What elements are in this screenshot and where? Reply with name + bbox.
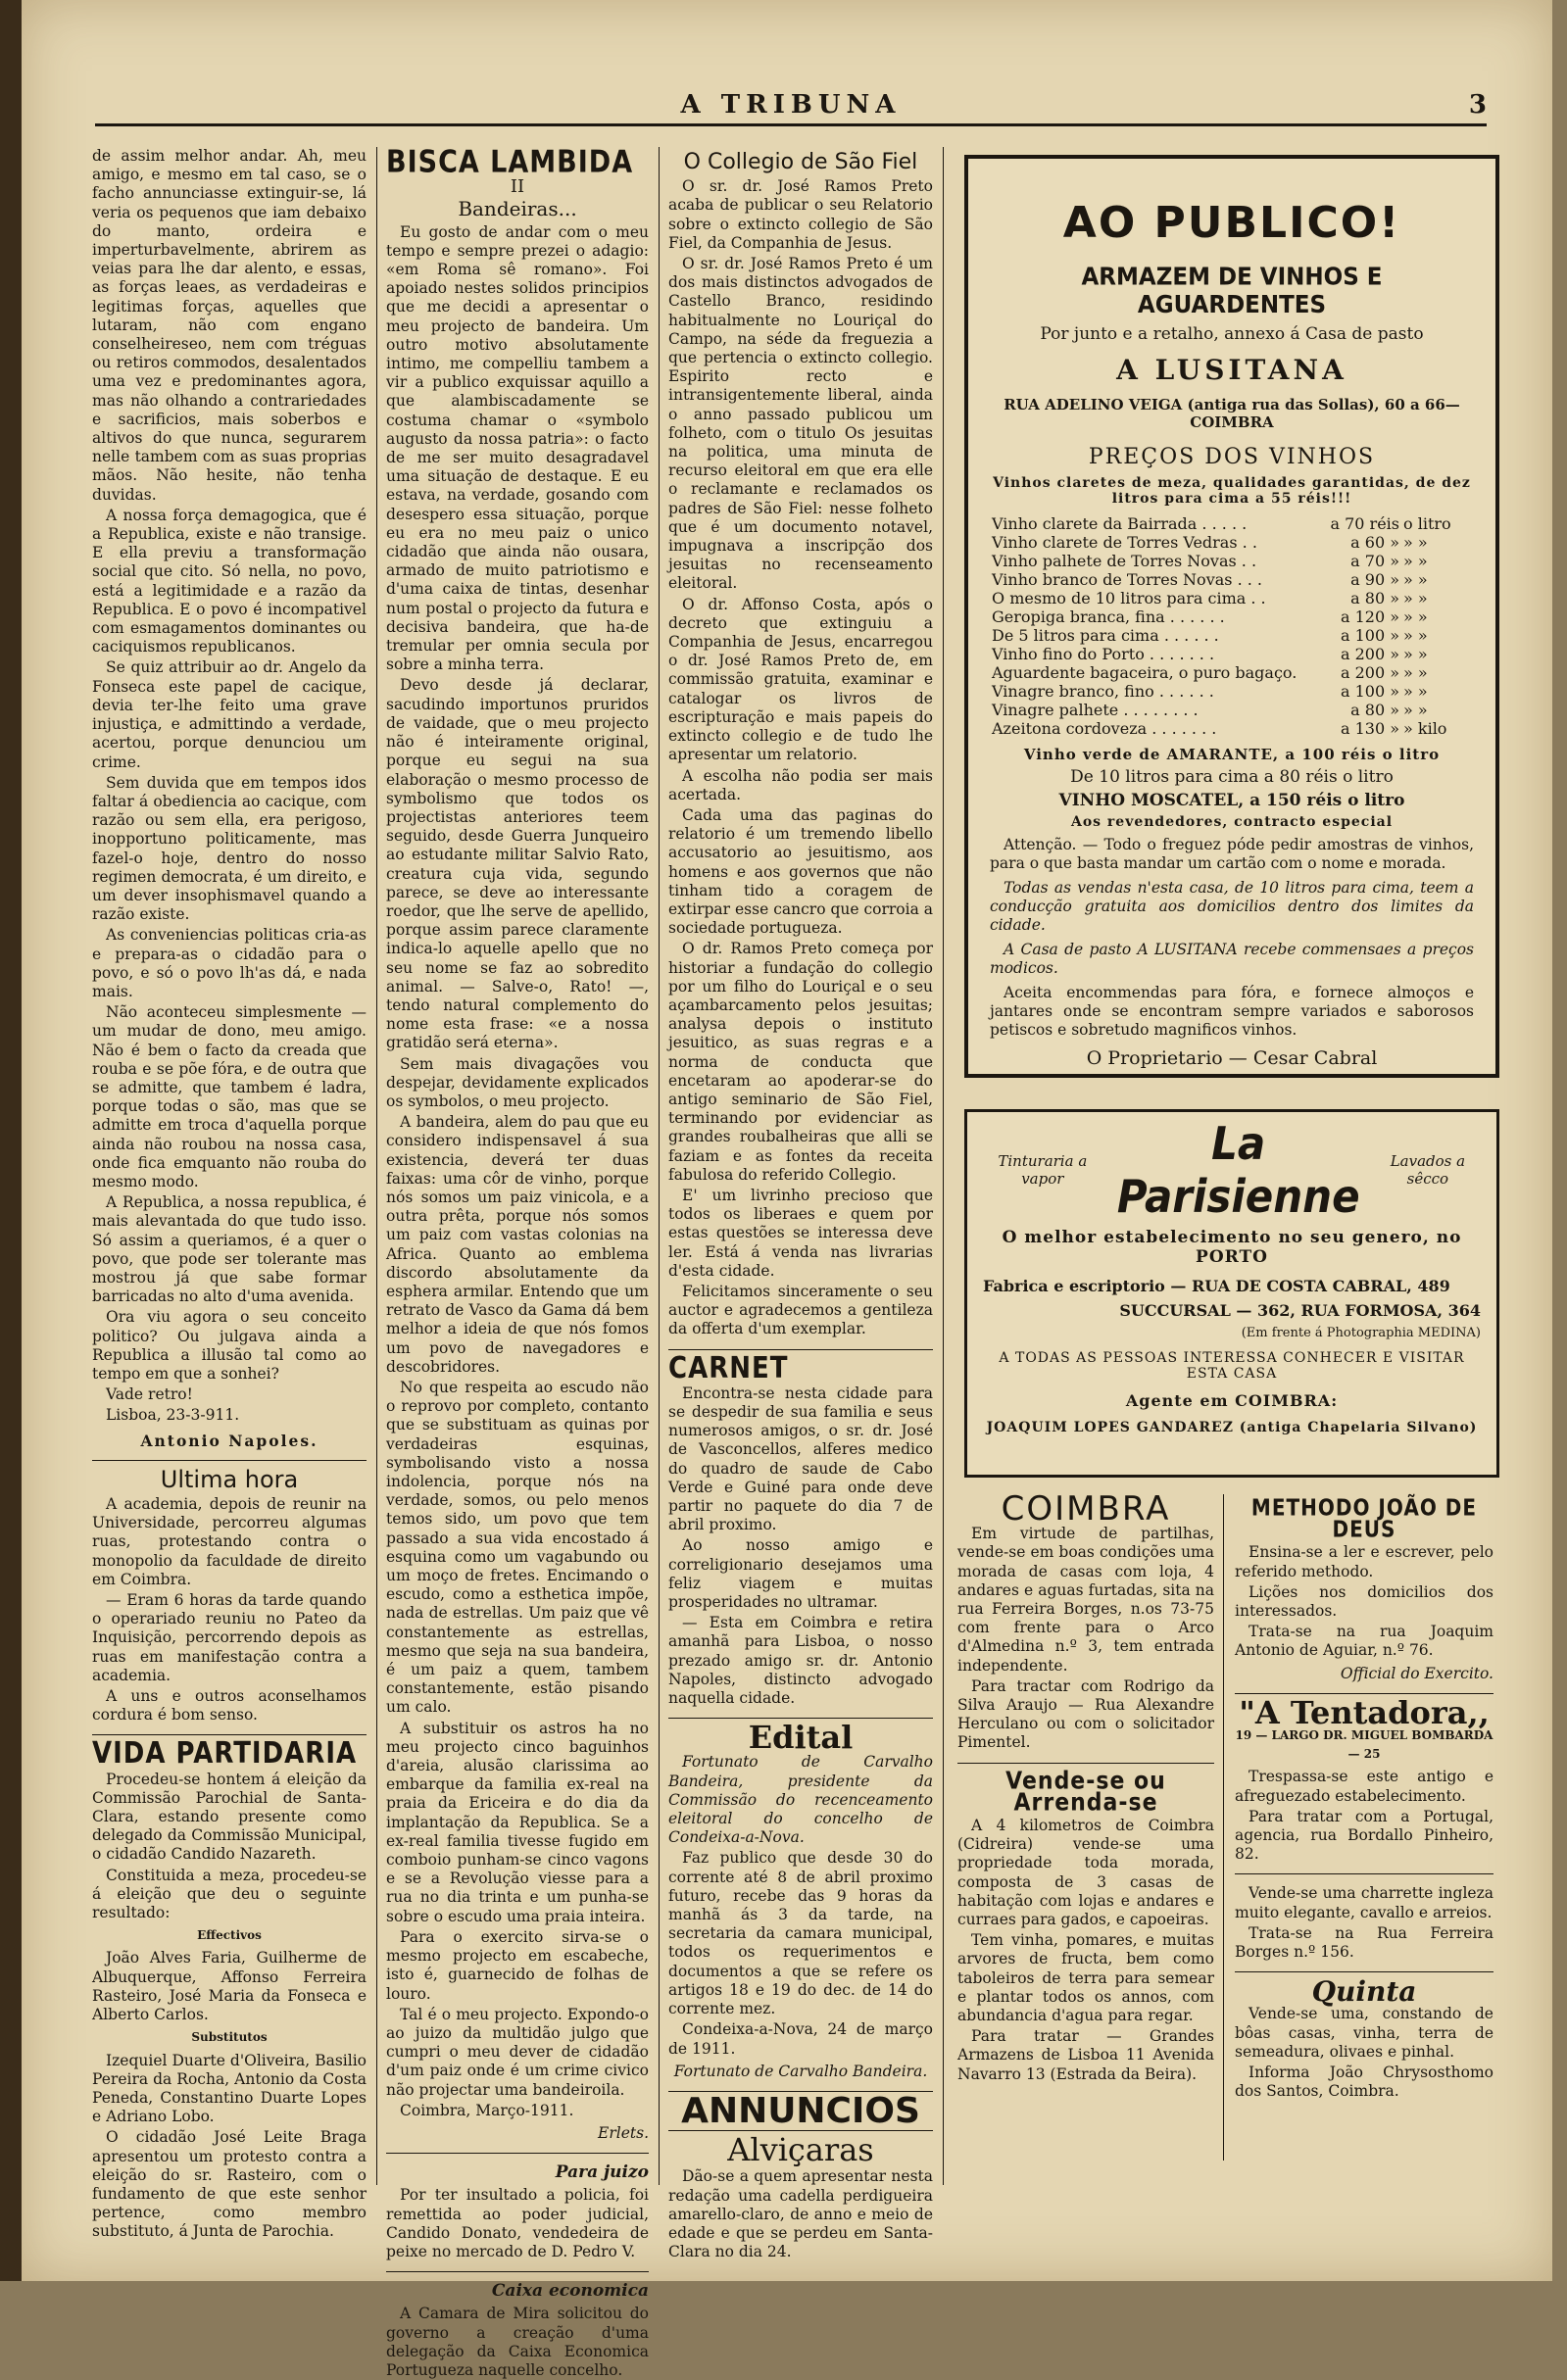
ad-address: RUA ADELINO VEIGA (antiga rua das Sollas), 60 a 66—COIMBRA	[1004, 396, 1460, 431]
ad-line: SUCCURSAL — 362, RUA FORMOSA, 364	[1119, 1301, 1481, 1320]
price-cell-name: Vinagre branco, fino . . . . . .	[992, 682, 1214, 701]
divider	[386, 2271, 649, 2272]
article-paragraph: O dr. Affonso Costa, após o decreto que extinguiu a Companhia de Jesus, encarregou o dr. José Ramos Preto de, em commissão gratuita, examinar e catalogar os livros de escripturação e mais papeis do extincto collegio e de tudo lhe apresentar um relatorio.	[668, 595, 933, 764]
column-2	[386, 144, 649, 2379]
price-cell-name: Azeitona cordoveza . . . . . . .	[992, 719, 1217, 738]
ad-headline: AO PUBLICO!	[1062, 198, 1401, 248]
article-paragraph: Vade retro!	[106, 1385, 193, 1404]
ad-title-methodo: METHODO JOÃO DE DEUS	[1250, 1493, 1478, 1543]
article-paragraph: O sr. dr. José Ramos Preto é um dos mais distinctos advogados de Castello Branco, residindo habitualmente no Louriçal do Campo, na séde da freguezia a que pertencia o extincto collegio. Espirito recto e intransigentemente liberal, ainda o anno passado publicou um folheto, com o titulo Os jesuitas na politica, uma minuta de recurso eleitoral em que era elle o reclamante e reclamados os padres de São Fiel: nesse folheto que é um documento notavel, impugnava a inscripção dos jesuitas no recenseamento eleitoral.	[668, 255, 933, 593]
author-signature: Antonio Napoles.	[140, 1431, 318, 1450]
article-paragraph: No que respeita ao escudo não o reprovo por completo, contanto que se substituam as quinas por verdadeiras esquinas, symbolisando visto a nossa indolencia, porque nós na verdade, somos, ou pelo menos temos sido, um povo que tem passado a sua vida encostado á esquina como um vagabundo ou um moço de fretes. Encimando o escudo, como a esthetica impõe, nada de estrellas. Um paiz que vê constantemente as estrellas, mesmo que seja na sua bandeira, é um paiz a quem, tambem constantemente, estão pisando um calo.	[386, 1379, 649, 1717]
price-cell-unit: » »	[1403, 682, 1428, 701]
column-rule	[1223, 1494, 1224, 2161]
ad-title-coimbra: COIMBRA	[1001, 1489, 1171, 1529]
page-number: 3	[1468, 90, 1487, 120]
ad-text: A 4 kilometros de Coimbra (Cidreira) vende-se uma propriedade toda morada, composta de 3 casas de habitação com lojas e andares e curraes para gados, e capoeiras.	[957, 1817, 1214, 1929]
ad-line: A TODAS AS PESSOAS INTERESSA CONHECER E VISITAR ESTA CASA	[999, 1350, 1465, 1382]
price-cell-price: a 120 »	[1340, 607, 1399, 626]
price-cell-unit: o litro	[1403, 514, 1451, 533]
price-row	[990, 607, 1474, 626]
ad-text: Trata-se na Rua Ferreira Borges n.º 156.	[1235, 1923, 1494, 1962]
price-cell-name: Aguardente bagaceira, o puro bagaço.	[992, 663, 1298, 682]
ad-ao-publico	[964, 155, 1499, 1078]
article-paragraph: Devo desde já declarar, sacudindo importunos pruridos de vaidade, que o meu projecto não é inteiramente original, porque eu segui na sua elaboração o mesmo processo de symbolismo que todos os projectistas anteriores teem seguido, desde Guerra Junqueiro ao estudante militar Salvio Rato, creatura cuja vida, segundo parece, se deve ao interessante roedor, que lhe serve de apellido, porque assim parece claramente indica-lo aquelle apello que no seu nome se faz ao sobredito animal. — Salve-o, Rato! —, tendo natural complemento do nome esta frase: «e a nossa gratidão será eterna».	[386, 676, 649, 1052]
newspaper-title: A TRIBUNA	[680, 90, 902, 120]
lower-column-right	[1235, 1494, 1494, 2161]
price-row	[990, 719, 1474, 738]
ad-title-tentadora: "A Tentadora,,	[1239, 1693, 1490, 1731]
masthead	[95, 90, 1487, 126]
divider	[92, 1460, 367, 1461]
article-paragraph: Ora viu agora o seu conceito politico? Ou julgava ainda a Republica a illusão tal como ao tempo em que a sonhei?	[92, 1308, 367, 1383]
section-title-ultima-hora: Ultima hora	[160, 1465, 299, 1493]
article-paragraph: Por ter insultado a policia, foi remettida ao poder judicial, Candido Donato, vendedeira de peixe no mercado de D. Pedro V.	[386, 2186, 649, 2260]
article-paragraph: Felicitamos sinceramente o seu auctor e agradecemos a gentileza da offerta d'um exemplar.	[668, 1282, 933, 1338]
ad-left-tag: Tinturaria a vapor	[998, 1152, 1088, 1188]
edital-signature: Fortunato de Carvalho Bandeira.	[673, 2062, 928, 2080]
ad-text: Tem vinha, pomares, e muitas arvores de fructa, bem como taboleiros de terra para semear e plantar todos os annos, com abundancia d'agua para regar.	[957, 1931, 1214, 2025]
ad-agent-name: JOAQUIM LOPES GANDAREZ (antiga Chapelaria Silvano)	[986, 1420, 1478, 1435]
newspaper-page	[22, 0, 1552, 2379]
ad-title-vende-se: Vende-se ou Arrenda-se	[1005, 1767, 1166, 1818]
ad-text: Trata-se na rua Joaquim Antonio de Aguiar, n.º 76.	[1235, 1623, 1494, 1660]
column-rule	[943, 147, 944, 2185]
price-row	[990, 663, 1474, 682]
section-title-caixa-economica: Caixa economica	[491, 2281, 649, 2302]
article-paragraph: de assim melhor andar. Ah, meu amigo, e mesmo em tal caso, se o facho annunciasse extinguir-se, lá veria os pequenos que iam debaixo do manto, ordeira e imperturbavelmente, abrirem as veias para lhe dar alento, e essas, as forças leaes, as verdadeiras e legitimas forças, aquelles que lutaram, não com engano conselheireseo, nem com tréguas ou retiros commodos, desalentados uma vez e predominantes agora, mas não olhando a contrariedades e sacrificios, mais soberbos e altivos do que nunca, segurarem nelle tambem com as suas proprias mãos. Não hesite, não tenha duvidas.	[92, 147, 367, 504]
price-cell-price: a 80 »	[1350, 701, 1399, 719]
price-cell-unit: » »	[1403, 570, 1428, 589]
divider	[1235, 1971, 1494, 1972]
price-cell-unit: » »	[1403, 701, 1428, 719]
divider	[386, 2153, 649, 2154]
price-cell-unit: » »	[1403, 589, 1428, 607]
ad-line-revendedores: Aos revendedores, contracto especial	[1070, 814, 1394, 830]
article-paragraph: Sem mais divagações vou despejar, devidamente explicados os symbolos, o meu projecto.	[386, 1054, 649, 1110]
ad-text: Vende-se uma charrette ingleza muito elegante, cavallo e arreios.	[1235, 1884, 1494, 1921]
names-list: João Alves Faria, Guilherme de Albuquerque, Affonso Ferreira Rasteiro, José Maria da Fonseca e Alberto Carlos.	[92, 1949, 367, 2024]
ad-text: Para tratar com a Portugal, agencia, rua Bordallo Pinheiro, 82.	[1235, 1807, 1494, 1864]
article-paragraph: Se quiz attribuir ao dr. Angelo da Fonseca este papel de cacique, devia ter-lhe feito uma grave injustiça, e admittindo a verdade, acertou, porque denunciou um crime.	[92, 658, 367, 771]
article-paragraph: Para o exercito sirva-se o mesmo projecto em escabeche, isto é, guarnecido de folhas de louro.	[386, 1927, 649, 2003]
article-paragraph: A bandeira, alem do pau que eu considero indispensavel á sua existencia, deverá ter duas faixas: uma côr de vinho, porque nós somos um paiz vinicola, e a outra prêta, porque nós somos um paiz com vastas colonias na Africa. Quanto ao emblema discordo absolutamente da esphera armilar. Entendo que um retrato de Vasco da Gama dá bem melhor a ideia de que nós fomos um povo de navegadores e descobridores.	[386, 1113, 649, 1376]
ad-agent-label: Agente em COIMBRA:	[1125, 1391, 1339, 1410]
article-paragraph: O cidadão José Leite Braga apresentou um protesto contra a eleição do sr. Rasteiro, com o fundamento de que este senhor pertence, como membro substituto, á Junta de Parochia.	[92, 2128, 367, 2241]
price-cell-price: a 130 »	[1340, 719, 1399, 738]
article-paragraph: A uns e outros aconselhamos cordura é bom senso.	[92, 1687, 367, 1724]
article-paragraph: O dr. Ramos Preto começa por historiar a fundação do collegio por um filho do Louriçal e o seu açambarcamento pelos jesuitas; analysa depois o instituto jesuitico, as suas regras e a norma de conducta que encetaram ao apoderar-se do antigo seminario de São Fiel, terminando por evidenciar as grandes roubalheiras que alli se faziam e as fontes da receita fabulosa do referido Collegio.	[668, 940, 933, 1184]
divider	[1235, 1873, 1494, 1874]
edital-heading: Fortunato de Carvalho Bandeira, presidente da Commissão do recenceamento eleitoral do concelho de Condeixa-a-Nova.	[668, 1753, 933, 1847]
list-label-substitutos: Substitutos	[191, 2030, 268, 2045]
section-title-para-juizo: Para juizo	[555, 2162, 649, 2183]
article-paragraph: Sem duvida que em tempos idos faltar á obediencia ao cacique, com razão ou sem ella, era perigoso, inopportuno politicamente, mas fazel-o hoje, dentro do nosso regimen democrata, é um direito, e um dever insophismavel quando a razão existe.	[92, 773, 367, 924]
ad-line: Fabrica e escriptorio — RUA DE COSTA CABRAL, 489	[983, 1277, 1450, 1295]
ad-text: Trespassa-se este antigo e afreguezado estabelecimento.	[1235, 1768, 1494, 1805]
ad-prices-heading: PREÇOS DOS VINHOS	[1088, 445, 1376, 469]
column-rule	[659, 147, 660, 2185]
ad-text: Para tractar com Rodrigo da Silva Araujo — Rua Alexandre Herculano ou com o solicitador Pimentel.	[957, 1676, 1214, 1752]
ad-line: (Em frente á Photographia MEDINA)	[1241, 1326, 1481, 1340]
price-cell-name: Vinho branco de Torres Novas . . .	[992, 570, 1262, 589]
article-paragraph: Procedeu-se hontem á eleição da Commissão Parochial de Santa-Clara, estando presente como delegado da Commissão Municipal, o cidadão Candido Nazareth.	[92, 1770, 367, 1864]
article-paragraph: Faz publico que desde 30 do corrente até 8 de abril proximo futuro, recebe das 9 horas da manhã ás 3 da tarde, na secretaria da camara municipal, todos os requerimentos e documentos a que se refere os artigos 18 e 19 do dec. de 14 do corrente mez.	[668, 1849, 933, 2018]
price-cell-unit: » »	[1403, 607, 1428, 626]
price-row	[990, 570, 1474, 589]
ad-header-row	[983, 1117, 1481, 1223]
ad-line: Por junto e a retalho, annexo á Casa de pasto	[1040, 324, 1424, 344]
price-cell-name: Geropiga branca, fina . . . . . .	[992, 607, 1225, 626]
ad-paragraph: Todas as vendas n'esta casa, de 10 litros para cima, teem a conducção gratuita aos domicilios dentro dos limites da cidade.	[990, 879, 1474, 934]
price-row	[990, 514, 1474, 533]
price-row	[990, 626, 1474, 645]
ad-text: Para tratar — Grandes Armazens de Lisboa 11 Avenida Navarro 13 (Estrada da Beira).	[957, 2027, 1214, 2083]
lower-column-left	[957, 1489, 1214, 2161]
divider	[92, 1734, 367, 1735]
price-cell-unit: » »	[1403, 626, 1428, 645]
article-paragraph: Encontra-se nesta cidade para se despedir de sua familia e seus numerosos amigos, o sr. dr. José de Vasconcellos, alferes medico do quadro de saude de Cabo Verde e Guiné para onde deve partir no paquete do dia 7 de abril proximo.	[668, 1384, 933, 1534]
ad-brand: La Parisienne	[1116, 1117, 1360, 1223]
article-paragraph: E' um livrinho precioso que todos os liberaes e quem por estas questões se interessa deve ler. Está á venda nas livrarias d'esta cidade.	[668, 1186, 933, 1280]
price-cell-name: Vinho fino do Porto . . . . . . .	[992, 645, 1215, 663]
ad-text: Dão-se a quem apresentar nesta redação uma cadella perdigueira amarello-claro, de anno e meio de edade e que se perdeu em Santa-Clara no dia 24.	[668, 2167, 933, 2261]
article-paragraph: As conveniencias politicas cria-as e prepara-as o cidadão para o povo, e só o povo lh'as dá, e nada mais.	[92, 926, 367, 1000]
names-list: Izequiel Duarte d'Oliveira, Basilio Pereira da Rocha, Antonio da Costa Peneda, Constantino Duarte Lopes e Adriano Lobo.	[92, 2051, 367, 2126]
ad-text: Lições nos domicilios dos interessados.	[1235, 1582, 1494, 1621]
list-label-efectivos: Effectivos	[197, 1928, 262, 1943]
ad-text: Em virtude de partilhas, vende-se em boas condições uma morada de casas com loja, 4 andares e aguas furtadas, sita na rua Ferreira Borges, n.os 73-75 com frente para o Arco d'Almedina n.º 3, tem entrada independente.	[957, 1525, 1214, 1675]
article-paragraph: Cada uma das paginas do relatorio é um tremendo libello accusatorio ao jesuitismo, aos homens e aos governos que não tinham tido a coragem de extirpar esse cancro que corroia a sociedade portugueza.	[668, 805, 933, 938]
price-cell-name: Vinho clarete de Torres Vedras . .	[992, 533, 1257, 552]
ad-proprietor: O Proprietario — Cesar Cabral	[1086, 1047, 1378, 1069]
ad-paragraph: A Casa de pasto A LUSITANA recebe commensaes a preços modicos.	[990, 941, 1474, 977]
price-row	[990, 645, 1474, 663]
column-3	[668, 147, 933, 2273]
article-paragraph: Tal é o meu projecto. Expondo-o ao juizo da multidão julgo que cumpri o meu dever de cidadão d'um paiz onde é um crime civico não projectar uma bandeiroila.	[386, 2005, 649, 2099]
ad-title-quinta: Quinta	[1311, 1975, 1417, 2009]
price-cell-price: a 200 »	[1340, 663, 1399, 682]
article-paragraph: A Republica, a nossa republica, é mais alevantada do que tudo isso. Só assim a queriamos, é a quer o povo, que pode ser tolerante mas mostrou já que sabe formar barricadas no alto d'uma avenida.	[92, 1193, 367, 1306]
article-paragraph: A escolha não podia ser mais acertada.	[668, 766, 933, 803]
section-title-carnet: CARNET	[668, 1351, 789, 1385]
article-paragraph: Eu gosto de andar com o meu tempo e sempre prezei o adagio: «em Roma sê romano». Foi apoiado nestes solidos principios que me decidi a apresentar o meu projecto de bandeira. Um outro motivo absolutamente intimo, me compelliu tambem a vir a publico exquissar aquillo a que alambiscadamente se costuma chamar o «symbolo augusto da nossa patria»: o facto de me ser muito desagradavel uma situação de destaque. E eu estava, na verdade, gosando com desespero essa situação, porque eu era no meu paiz o unico cidadão que ainda não ousara, armado de muito patriotismo e d'uma caixa de tintas, desenhar num postal o projecto da futura e decisiva bandeira, que ha-de tremular per omnia secula por sobre a minha terra.	[386, 222, 649, 674]
page-spine	[0, 0, 22, 2281]
place-date: Coimbra, Março-1911.	[400, 2101, 574, 2119]
section-numeral: II	[510, 176, 525, 198]
price-cell-price: a 100 »	[1340, 626, 1399, 645]
article-paragraph: Não aconteceu simplesmente — um mudar de dono, meu amigo. Não é bem o facto da creada que rouba e se põe fóra, e de outra que se admitte, que tambem é ladra, porque todas o são, mas que se admitte em troca d'aquella porque ainda não roubou na nossa casa, onde fica emquanto não rouba do mesmo modo.	[92, 1003, 367, 1190]
place-date: Lisboa, 23-3-911.	[106, 1406, 240, 1425]
price-list	[990, 514, 1474, 738]
price-cell-price: a 80 »	[1350, 589, 1399, 607]
section-title-annuncios: ANNUNCIOS	[681, 2090, 920, 2131]
ad-prices-note: Vinhos claretes de meza, qualidades garantidas, de dez litros para cima a 55 réis!!!	[993, 475, 1471, 507]
ad-line-verde: Vinho verde de AMARANTE, a 100 réis o litro	[1023, 746, 1441, 763]
ad-subheadline: ARMAZEM DE VINHOS E AGUARDENTES	[1081, 263, 1383, 319]
price-cell-name: Vinho palhete de Torres Novas . .	[992, 552, 1257, 570]
price-cell-price: a 200 »	[1340, 645, 1399, 663]
price-row	[990, 589, 1474, 607]
ad-paragraph: Aceita encommendas para fóra, e fornece almoços e jantares onde se encontram sempre variados e saborosos petiscos e sobretudo magnificos vinhos.	[990, 984, 1474, 1039]
ad-business-name: A LUSITANA	[1116, 354, 1347, 386]
article-paragraph: A substituir os astros ha no meu projecto cinco baguinhos d'areia, alusão clarissima ao embarque da familia ex-real na praia da Ericeira e do dia da implantação da Republica. Se a ex-real familia tivesse fugido em comboio punham-se cinco vagons e se a Revolução viesse para a rua no dia trinta e um punha-se sobre o escudo uma praia inteira.	[386, 1719, 649, 1925]
divider	[668, 1349, 933, 1350]
column-1	[92, 147, 367, 2273]
ad-paragraph: Attenção. — Todo o freguez póde pedir amostras de vinhos, para o que basta mandar um cartão com o nome e morada.	[990, 836, 1474, 872]
article-paragraph: A Camara de Mira solicitou do governo a creação d'uma delegação da Caixa Economica Portugueza naquelle concelho.	[386, 2305, 649, 2379]
price-cell-price: a 70 »	[1350, 552, 1399, 570]
article-paragraph: O sr. dr. José Ramos Preto acaba de publicar o seu Relatorio sobre o extincto collegio de São Fiel, da Companhia de Jesus.	[668, 177, 933, 252]
ad-text: Informa João Chrysosthomo dos Santos, Coimbra.	[1235, 2064, 1494, 2101]
price-cell-price: a 90 »	[1350, 570, 1399, 589]
section-subtitle: Bandeiras...	[458, 197, 577, 221]
price-cell-unit: » kilo	[1403, 719, 1447, 738]
price-cell-price: a 60 »	[1350, 533, 1399, 552]
ad-address: 19 — LARGO DR. MIGUEL BOMBARDA — 25	[1235, 1728, 1494, 1762]
ad-signature: Official do Exercito.	[1340, 1664, 1494, 1682]
ad-right-tag: Lavados a sêcco	[1390, 1152, 1466, 1188]
price-cell-name: Vinagre palhete . . . . . . . .	[992, 701, 1199, 719]
ad-line: O melhor estabelecimento no seu genero, no PORTO	[1002, 1228, 1462, 1267]
price-row	[990, 533, 1474, 552]
price-row	[990, 682, 1474, 701]
price-cell-name: De 5 litros para cima . . . . . .	[992, 626, 1219, 645]
price-row	[990, 701, 1474, 719]
article-paragraph: A nossa força demagogica, que é a Republica, existe e não transige. E ella previu a transformação social que cito. Só nella, no povo, está a legitimidade e a razão da Republica. E o povo é incompativel com esmagamentos dominantes ou caciquismos republicanos.	[92, 506, 367, 656]
ad-la-parisienne	[964, 1109, 1499, 1478]
divider	[957, 1763, 1214, 1764]
ad-text: Vende-se uma, constando de bôas casas, vinha, terra de semeadura, olivaes e pinhal.	[1235, 2005, 1494, 2061]
ad-line-verde2: De 10 litros para cima a 80 réis o litro	[1070, 767, 1394, 787]
price-cell-name: O mesmo de 10 litros para cima . .	[992, 589, 1266, 607]
ad-text: Ensina-se a ler e escrever, pelo referido methodo.	[1235, 1543, 1494, 1580]
article-paragraph: — Esta em Coimbra e retira amanhã para Lisboa, o nosso prezado amigo sr. dr. Antonio Napoles, distincto advogado naquella cidade.	[668, 1614, 933, 1708]
ad-title-alvicaras: Alviçaras	[727, 2131, 874, 2169]
price-cell-unit: » »	[1403, 645, 1428, 663]
price-cell-unit: » »	[1403, 663, 1428, 682]
price-cell-unit: » »	[1403, 533, 1428, 552]
price-row	[990, 552, 1474, 570]
price-cell-price: a 70 réis	[1330, 514, 1399, 533]
section-title-edital: Edital	[748, 1719, 854, 1757]
author-signature: Erlets.	[598, 2123, 649, 2142]
article-paragraph: — Eram 6 horas da tarde quando o operariado reuniu no Pateo da Inquisição, percorrendo depois as ruas em manifestação contra a academia.	[92, 1591, 367, 1684]
price-cell-price: a 100 »	[1340, 682, 1399, 701]
price-cell-unit: » »	[1403, 552, 1428, 570]
ad-line-moscatel: VINHO MOSCATEL, a 150 réis o litro	[1058, 791, 1405, 810]
article-paragraph: Ao nosso amigo e correligionario desejamos uma feliz viagem e muitas prosperidades no ultramar.	[668, 1536, 933, 1612]
price-cell-name: Vinho clarete da Bairrada . . . . .	[992, 514, 1248, 533]
section-title-collegio: O Collegio de São Fiel	[683, 150, 918, 174]
section-title-bisca-lambida: BISCA LAMBIDA	[386, 144, 634, 180]
article-paragraph: A academia, depois de reunir na Universidade, percorreu algumas ruas, protestando contra o monopolio da faculdade de direito em Coimbra.	[92, 1495, 367, 1588]
article-paragraph: Constituida a meza, procedeu-se á eleição que deu o seguinte resultado:	[92, 1866, 367, 1922]
section-title-vida-partidaria: VIDA PARTIDARIA	[92, 1737, 358, 1772]
place-date: Condeixa-a-Nova, 24 de março de 1911.	[668, 2020, 933, 2058]
column-rule	[376, 147, 377, 2185]
